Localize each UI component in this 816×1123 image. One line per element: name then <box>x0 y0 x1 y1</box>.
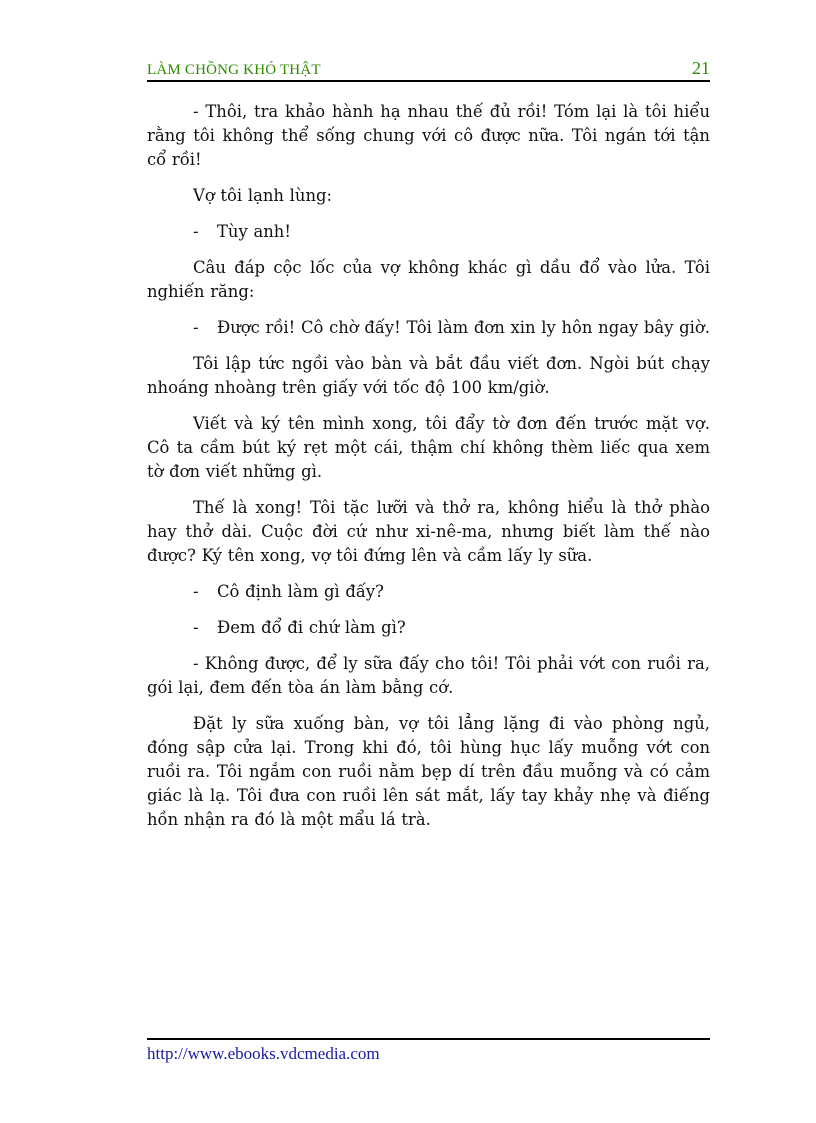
paragraph: - Thôi, tra khảo hành hạ nhau thế đủ rồi! Tóm lại là tôi hiểu rằng tôi không thể sống chung với cô được nữa. Tôi ngán tới tận cổ rồi! <box>147 102 710 169</box>
dash-marker: - <box>193 222 199 241</box>
dash-marker: - <box>193 582 199 601</box>
dialogue-text: Được rồi! Cô chờ đấy! Tôi làm đơn xin ly hôn ngay bây giờ. <box>217 318 710 337</box>
paragraph: Vợ tôi lạnh lùng: <box>193 186 333 205</box>
paragraph: Tôi lập tức ngồi vào bàn và bắt đầu viết đơn. Ngòi bút chạy nhoáng nhoàng trên giấy với tốc độ 100 km/giờ. <box>147 354 710 397</box>
dialogue-text: Tùy anh! <box>217 222 291 241</box>
dialogue-line <box>147 316 710 340</box>
page-header <box>147 60 710 80</box>
dialogue-line <box>147 616 710 640</box>
footer-divider <box>147 1038 710 1040</box>
paragraph: - Không được, để ly sữa đấy cho tôi! Tôi phải vớt con ruồi ra, gói lại, đem đến tòa án làm bằng cớ. <box>147 654 710 697</box>
running-title: LÀM CHỒNG KHÓ THẬT <box>147 62 321 78</box>
header-divider <box>147 80 710 82</box>
body-text <box>147 100 710 844</box>
dash-marker: - <box>193 318 199 337</box>
dialogue-text: Cô định làm gì đấy? <box>217 582 384 601</box>
paragraph: Viết và ký tên mình xong, tôi đẩy tờ đơn đến trước mặt vợ. Cô ta cầm bút ký rẹt một cái, thậm chí không thèm liếc qua xem tờ đơn viết những gì. <box>147 414 710 481</box>
dialogue-line <box>147 580 710 604</box>
paragraph: Đặt ly sữa xuống bàn, vợ tôi lẳng lặng đi vào phòng ngủ, đóng sập cửa lại. Trong khi đó, tôi hùng hục lấy muỗng vớt con ruồi ra. Tôi ngắm con ruồi nằm bẹp dí trên đầu muỗng và có cảm giác là lạ. Tôi đưa con ruồi lên sát mắt, lấy tay khảy nhẹ và điếng hồn nhận ra đó là một mẩu lá trà. <box>147 714 710 829</box>
paragraph: Thế là xong! Tôi tặc lưỡi và thở ra, không hiểu là thở phào hay thở dài. Cuộc đời cứ như xi-nê-ma, nhưng biết làm thế nào được? Ký tên xong, vợ tôi đứng lên và cầm lấy ly sữa. <box>147 498 710 565</box>
dash-marker: - <box>193 618 199 637</box>
dialogue-text: Đem đổ đi chứ làm gì? <box>217 618 406 637</box>
page-number: 21 <box>692 58 710 78</box>
paragraph: Câu đáp cộc lốc của vợ không khác gì dầu đổ vào lửa. Tôi nghiến răng: <box>147 258 710 301</box>
footer-url-link[interactable]: http://www.ebooks.vdcmedia.com <box>147 1044 380 1063</box>
dialogue-line <box>147 220 710 244</box>
